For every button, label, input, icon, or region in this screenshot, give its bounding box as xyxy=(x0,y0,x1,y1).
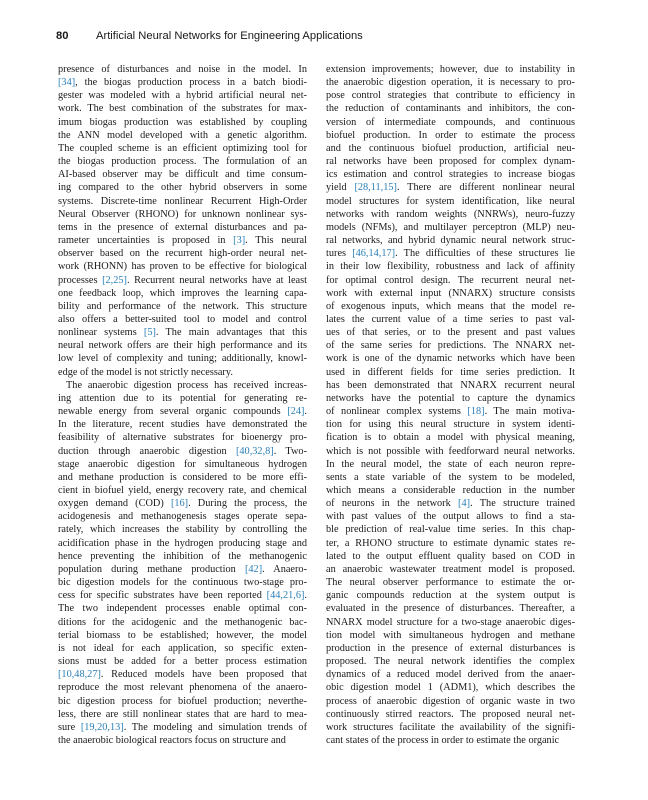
text-run: ues of that series, or to the present and past values xyxy=(326,327,575,339)
text-run: version of intermediate compounds, and continuous xyxy=(326,116,575,128)
text-run: ditions for the acidogenic and the methanogenic bac- xyxy=(58,616,307,628)
text-run: of nonlinear complex systems xyxy=(326,406,468,418)
text-line xyxy=(326,616,575,629)
text-run: gester was modeled with a hybrid artificial neural net- xyxy=(58,90,307,102)
text-line xyxy=(326,89,575,102)
text-run: rately, which increases the stability by controlling the xyxy=(58,524,307,536)
text-run: tion for using this neural structure in system identi- xyxy=(326,419,575,431)
text-run: . There are different nonlinear neural xyxy=(396,182,575,194)
text-run: presence of disturbances and noise in the model. In xyxy=(58,64,307,75)
text-run: hence preventing the inhibition of the methanogenic xyxy=(58,550,307,562)
text-line xyxy=(326,76,575,89)
text-line xyxy=(58,431,307,444)
text-line xyxy=(326,116,575,129)
text-run: extension improvements; however, due to instability in xyxy=(326,64,575,75)
page-number: 80 xyxy=(56,30,69,42)
text-run: of exogenous inputs, which means that the model re- xyxy=(326,300,575,312)
text-line xyxy=(58,129,307,142)
text-run: The two independent processes enable optimal con- xyxy=(58,603,307,615)
text-line xyxy=(326,708,575,721)
citation-link[interactable]: [5] xyxy=(143,327,156,339)
text-line xyxy=(58,287,307,300)
text-run: production in the presence of external disturbances is xyxy=(326,642,575,654)
text-line xyxy=(58,221,307,234)
text-run: the anaerobic digestion operation, it is necessary to pro- xyxy=(326,77,575,89)
text-line xyxy=(326,155,575,168)
text-line xyxy=(58,405,307,418)
text-line xyxy=(326,181,575,194)
text-line xyxy=(326,287,575,300)
citation-link[interactable]: [18] xyxy=(467,406,485,418)
left-text-column xyxy=(58,63,307,747)
text-line xyxy=(326,234,575,247)
text-line xyxy=(58,510,307,523)
text-run: , the biogas production process in a batch biodi- xyxy=(75,77,307,89)
text-run: one feedback loop, which improves the learning capa- xyxy=(58,287,307,299)
text-line xyxy=(326,537,575,550)
text-run: . The structure trained xyxy=(470,498,575,510)
text-line xyxy=(58,616,307,629)
text-line xyxy=(326,366,575,379)
text-run: acidogenesis and methanogenesis stages operate sepa- xyxy=(58,511,307,523)
text-line xyxy=(326,326,575,339)
text-line xyxy=(58,379,307,392)
citation-link[interactable]: [46,14,17] xyxy=(352,248,396,260)
text-line xyxy=(326,668,575,681)
text-line xyxy=(326,629,575,642)
text-run: cient in biofuel yield, energy recovery rate, and chemical xyxy=(58,485,307,496)
text-line xyxy=(58,234,307,247)
text-line xyxy=(58,445,307,458)
text-run: newable energy from several organic compounds xyxy=(58,406,288,418)
text-line xyxy=(58,523,307,536)
text-line xyxy=(326,102,575,115)
text-run: networks with random weights (NNRWs), neuro-fuzzy xyxy=(326,208,575,220)
text-run: ble prediction of real-value time series. In this chap- xyxy=(326,524,575,536)
text-run: networks have the potential to capture the dynamics xyxy=(326,392,575,404)
text-run: in their low flexibility, robustness and lack of affinity xyxy=(326,261,575,273)
text-line xyxy=(58,668,307,681)
text-line xyxy=(58,563,307,576)
citation-link[interactable]: [34] xyxy=(58,77,76,89)
text-line xyxy=(326,221,575,234)
text-line xyxy=(326,681,575,694)
text-run: processes xyxy=(58,274,103,286)
text-run: which is not possible with feedforward neural networks. xyxy=(326,445,575,457)
text-run: the anaerobic biological reactors focus on structure and xyxy=(58,734,286,746)
text-run: of neurons in the network xyxy=(326,498,459,510)
text-run: low level of complexity and tuning; additionally, knowl- xyxy=(58,353,307,365)
text-run: . The difficulties of these structures lie xyxy=(395,248,575,260)
text-run: The coupled scheme is an efficient optimizing tool for xyxy=(58,142,307,154)
text-run: tion model with simultaneous hydrogen and methane xyxy=(326,629,575,641)
text-run: nonlinear systems xyxy=(58,327,144,339)
text-line xyxy=(58,313,307,326)
text-line xyxy=(326,576,575,589)
citation-link[interactable]: [4] xyxy=(458,498,471,510)
text-run: feasibility of alternative substrates for bioenergy pro- xyxy=(58,432,307,444)
text-run: cant states of the process in order to estimate the organic xyxy=(326,734,560,746)
text-run: work with external input (NNARX) structure consists xyxy=(326,287,575,299)
text-run: the biogas production process. The formulation of an xyxy=(58,156,307,168)
text-run: for optimal control design. The recurrent neural net- xyxy=(326,274,575,286)
text-run: lated to the output effluent quality based on COD in xyxy=(326,550,575,562)
text-run: work is one of the dynamic networks which have been xyxy=(326,353,575,365)
text-line xyxy=(326,352,575,365)
text-line xyxy=(58,497,307,510)
text-run: with past values of the output allows to find a sta- xyxy=(326,511,575,523)
text-line xyxy=(326,484,575,497)
text-run: . xyxy=(304,406,307,418)
citation-link[interactable]: [10,48,27] xyxy=(58,669,101,681)
text-run: bic digestion models for the continuous two-stage pro- xyxy=(58,577,307,589)
text-run: observer based on the recurrent high-order neural net- xyxy=(58,248,307,260)
text-line xyxy=(58,366,307,379)
text-line xyxy=(58,326,307,339)
text-run: obic digestion model 1 (ADM1), which describes the xyxy=(326,682,575,694)
text-line xyxy=(58,721,307,734)
text-line xyxy=(58,89,307,102)
text-line xyxy=(58,102,307,115)
text-line xyxy=(326,392,575,405)
text-run: . Anaero- xyxy=(262,563,307,575)
text-line xyxy=(58,418,307,431)
text-run: . Reduced models have been proposed that xyxy=(100,669,307,681)
text-line xyxy=(326,497,575,510)
text-run: yield xyxy=(326,182,355,194)
text-line xyxy=(58,655,307,668)
text-run: used in different fields for time series prediction. It xyxy=(326,366,575,378)
text-line xyxy=(326,339,575,352)
text-run: acidification phase in the hydrogen producing stage and xyxy=(58,537,307,549)
text-line xyxy=(326,168,575,181)
text-line xyxy=(58,471,307,484)
text-run: . Two- xyxy=(273,445,307,457)
text-run: evaluated in the presence of disturbances. Thereafter, a xyxy=(326,603,575,615)
text-run: ing compared to the other hybrid observers in some xyxy=(58,182,307,194)
text-run: tures xyxy=(326,248,353,260)
text-run: model structures for system identification, like neural xyxy=(326,195,575,207)
text-line xyxy=(58,392,307,405)
text-run: . xyxy=(304,590,307,602)
text-line xyxy=(326,695,575,708)
text-line xyxy=(58,550,307,563)
text-run: ganic compounds reduction at the system output is xyxy=(326,590,575,602)
text-run: neural network offers are their high performance and its xyxy=(58,340,307,352)
text-line xyxy=(58,708,307,721)
text-run: In the neural model, the state of each neuron repre- xyxy=(326,458,575,470)
text-run: sure xyxy=(58,721,81,733)
text-run: an anaerobic wastewater treatment model is proposed. xyxy=(326,563,575,575)
citation-link[interactable]: [16] xyxy=(170,498,189,510)
text-line xyxy=(58,155,307,168)
text-run: dynamics of a reduced model derived from the anaer- xyxy=(326,669,575,681)
text-run: In the literature, recent studies have demonstrated the xyxy=(58,419,307,431)
text-run: which means a considerable reduction in the number xyxy=(326,485,575,496)
text-run: terial biomass to be established; however, the model xyxy=(58,629,307,641)
text-run: sions must be added for a better process estimation xyxy=(58,656,307,668)
text-line xyxy=(326,523,575,536)
text-run: AI-based observer may be difficult and time consum- xyxy=(58,169,307,181)
text-line xyxy=(326,734,575,747)
text-line xyxy=(58,576,307,589)
text-line xyxy=(58,168,307,181)
text-line xyxy=(58,76,307,89)
text-line xyxy=(58,247,307,260)
text-run: sents a state variable of the system to be modeled, xyxy=(326,471,575,483)
text-line xyxy=(326,260,575,273)
text-run: reproduce the most relevant phenomena of the anaero- xyxy=(58,682,307,694)
text-line xyxy=(326,405,575,418)
text-line xyxy=(326,458,575,471)
text-line xyxy=(58,629,307,642)
text-line xyxy=(58,116,307,129)
text-run: ral networks, and hybrid dynamic neural network struc- xyxy=(326,235,575,247)
text-run: ral networks have been proposed for complex dynam- xyxy=(326,156,575,168)
text-line xyxy=(58,195,307,208)
citation-link[interactable]: [44,21,6] xyxy=(266,590,305,602)
text-line xyxy=(326,655,575,668)
text-line xyxy=(326,550,575,563)
text-line xyxy=(326,313,575,326)
text-run: oxygen demand (COD) xyxy=(58,498,171,510)
text-line xyxy=(58,458,307,471)
text-run: of the same series for predictions. The NNARX net- xyxy=(326,340,575,352)
text-run: stage anaerobic digestion for simultaneous hydrogen xyxy=(58,458,307,470)
text-run: cess for specific substrates have been reported xyxy=(58,590,267,602)
text-run: biofuel production. In order to estimate the process xyxy=(326,129,575,141)
text-run: ics estimation and control strategies to increase biogas xyxy=(326,169,575,181)
text-line xyxy=(58,339,307,352)
citation-link[interactable]: [2,25] xyxy=(102,274,127,286)
text-run: also offers a better-suited tool to model and control xyxy=(58,313,307,325)
text-line xyxy=(58,274,307,287)
citation-link[interactable]: [42] xyxy=(244,563,263,575)
text-line xyxy=(58,642,307,655)
text-line xyxy=(326,247,575,260)
text-run: continuously stirred reactors. The proposed neural net- xyxy=(326,708,575,720)
text-run: work. The best combination of the substrates for max- xyxy=(58,103,307,115)
text-run: NNARX model structure for a two-stage anaerobic diges- xyxy=(326,616,575,628)
text-line xyxy=(58,602,307,615)
citation-link[interactable]: [40,32,8] xyxy=(235,445,274,457)
text-line xyxy=(326,274,575,287)
text-run: the ANN model developed with a genetic algorithm. xyxy=(58,129,307,141)
text-line xyxy=(326,129,575,142)
text-run: imum biogas production was established by coupling xyxy=(58,116,307,128)
running-title: Artificial Neural Networks for Engineering Applications xyxy=(96,30,363,42)
text-line xyxy=(326,602,575,615)
text-run: ing attention due to its potential for generating re- xyxy=(58,392,307,404)
text-line xyxy=(326,379,575,392)
text-line xyxy=(58,208,307,221)
text-run: and the continuous biofuel production, artificial neu- xyxy=(326,142,575,154)
text-line xyxy=(58,181,307,194)
text-line xyxy=(58,484,307,497)
text-run: population during methane production xyxy=(58,563,245,575)
text-line xyxy=(326,471,575,484)
running-header xyxy=(56,30,596,46)
text-line xyxy=(326,63,575,76)
citation-link[interactable]: [19,20,13] xyxy=(80,721,124,733)
text-run: . The main motiva- xyxy=(484,406,575,418)
citation-link[interactable]: [24] xyxy=(287,406,305,418)
text-run: rameter uncertainties is proposed in xyxy=(58,235,234,247)
text-run: . The modeling and simulation trends of xyxy=(123,721,307,733)
text-line xyxy=(326,208,575,221)
text-run: bility and performance of the network. This structure xyxy=(58,300,307,312)
text-line xyxy=(326,563,575,576)
text-line xyxy=(326,195,575,208)
text-run: The anaerobic digestion process has received increas- xyxy=(66,379,307,391)
text-line xyxy=(58,63,307,76)
text-line xyxy=(326,510,575,523)
text-line xyxy=(326,418,575,431)
text-line xyxy=(326,589,575,602)
text-run: systems. Discrete-time nonlinear Recurrent High-Order xyxy=(58,195,307,207)
citation-link[interactable]: [28,11,15] xyxy=(354,182,397,194)
text-run: work structures facilitate the availability of the signifi- xyxy=(326,721,575,733)
text-run: . Recurrent neural networks have at least xyxy=(126,274,307,286)
text-run: . This neural xyxy=(245,235,307,247)
text-line xyxy=(58,695,307,708)
text-line xyxy=(326,642,575,655)
text-run: ter, a RHONO structure to estimate dynamic states re- xyxy=(326,537,575,549)
text-line xyxy=(326,445,575,458)
text-run: is not ideal for each application, so specific exten- xyxy=(58,642,307,654)
text-run: models (NFMs), and multilayer perceptron (MLP) neu- xyxy=(326,221,575,233)
text-run: proposed. The neural network identifies the complex xyxy=(326,656,575,668)
text-run: has been demonstrated that NNARX recurrent neural xyxy=(326,379,575,391)
text-run: pose control strategies that contribute to efficiency in xyxy=(326,90,575,102)
text-run: fication is to obtain a model with physical meaning, xyxy=(326,432,575,444)
text-run: The neural observer performance to estimate the or- xyxy=(326,577,575,589)
text-line xyxy=(58,352,307,365)
text-run: edge of the model is not strictly necessary. xyxy=(58,366,233,378)
text-line xyxy=(326,721,575,734)
right-text-column xyxy=(326,63,575,747)
text-run: bic digestion process for biofuel production; neverthe- xyxy=(58,695,307,707)
text-run: . During the process, the xyxy=(188,498,307,510)
text-run: less, there are still nonlinear states that are hard to mea- xyxy=(58,708,307,720)
text-line xyxy=(326,142,575,155)
text-line xyxy=(58,537,307,550)
text-line xyxy=(326,300,575,313)
text-line xyxy=(326,431,575,444)
text-run: tems in the presence of external disturbances and pa- xyxy=(58,221,307,233)
text-line xyxy=(58,734,307,747)
text-line xyxy=(58,142,307,155)
text-run: work (RHONN) has proven to be effective for biological xyxy=(58,261,307,273)
citation-link[interactable]: [3] xyxy=(233,235,246,247)
text-line xyxy=(58,589,307,602)
text-line xyxy=(58,260,307,273)
text-run: . The main advantages that this xyxy=(155,327,307,339)
text-run: and methane production is considered to be more effi- xyxy=(58,471,307,483)
text-line xyxy=(58,681,307,694)
text-run: lates the current value of a time series to past val- xyxy=(326,313,575,325)
text-run: duction through anaerobic digestion xyxy=(58,445,236,457)
text-run: the reduction of contaminants and inhibitors, the con- xyxy=(326,103,575,115)
text-run: process of anaerobic digestion of organic waste in two xyxy=(326,695,575,707)
text-run: Neural Observer (RHONO) for unknown nonlinear sys- xyxy=(58,208,307,220)
text-line xyxy=(58,300,307,313)
